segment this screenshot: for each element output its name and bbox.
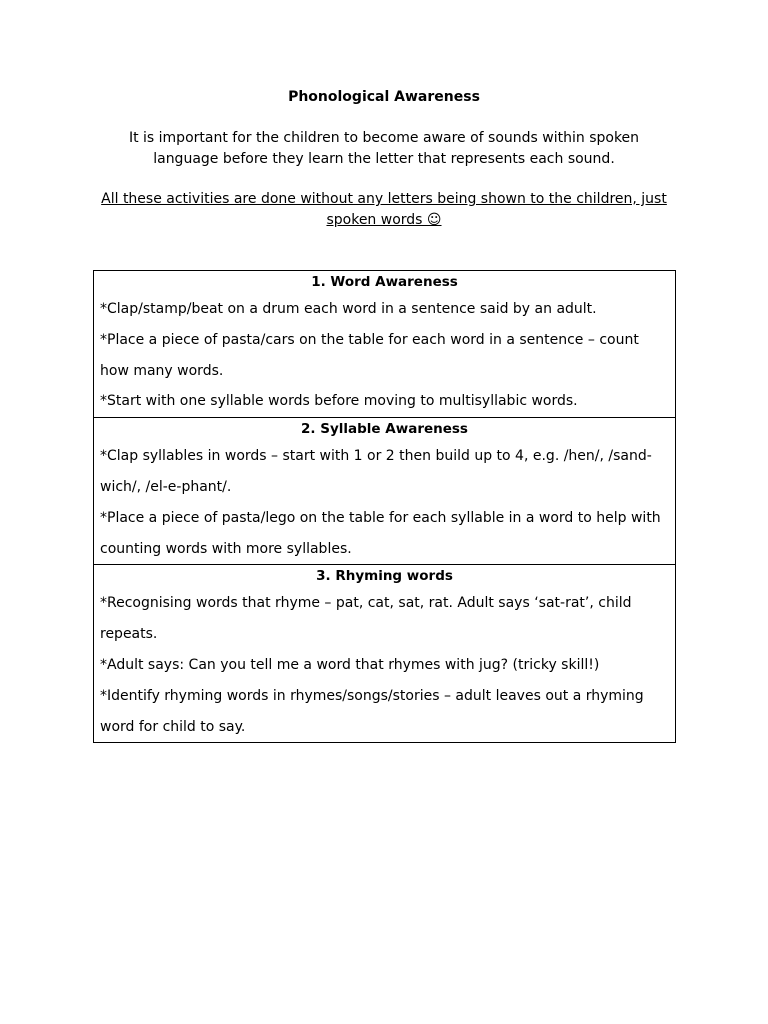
section-heading: 3. Rhyming words [316,568,453,585]
activity-item: *Place a piece of pasta/lego on the table for each syllable in a word to help with counting words with more syllables. [100,509,661,557]
activity-item: *Identify rhyming words in rhymes/songs/stories – adult leaves out a rhyming word for child to say. [100,687,644,735]
activities-table [93,270,676,743]
section-heading: 2. Syllable Awareness [301,421,468,438]
activity-item: *Clap syllables in words – start with 1 or 2 then build up to 4, e.g. /hen/, /sand-wich/, /el-e-phant/. [100,448,652,495]
activity-item: *Start with one syllable words before moving to multisyllabic words. [100,393,578,410]
activity-item: *Recognising words that rhyme – pat, cat, sat, rat. Adult says ‘sat-rat’, child repeats. [100,595,632,643]
note-paragraph: All these activities are done without any letters being shown to the children, just spoken words ☺ [101,191,667,228]
section-syllable-awareness [94,417,675,564]
section-word-awareness [94,271,675,417]
activity-item: *Place a piece of pasta/cars on the table for each word in a sentence – count how many words. [100,331,639,379]
section-rhyming-words [94,564,675,742]
intro-paragraph: It is important for the children to become aware of sounds within spoken language before they learn the letter that represents each sound. [128,130,640,167]
activity-item: *Adult says: Can you tell me a word that rhymes with jug? (tricky skill!) [100,656,600,673]
section-heading: 1. Word Awareness [311,274,458,290]
activity-item: *Clap/stamp/beat on a drum each word in a sentence said by an adult. [100,301,597,317]
document-title: Phonological Awareness [288,89,480,105]
